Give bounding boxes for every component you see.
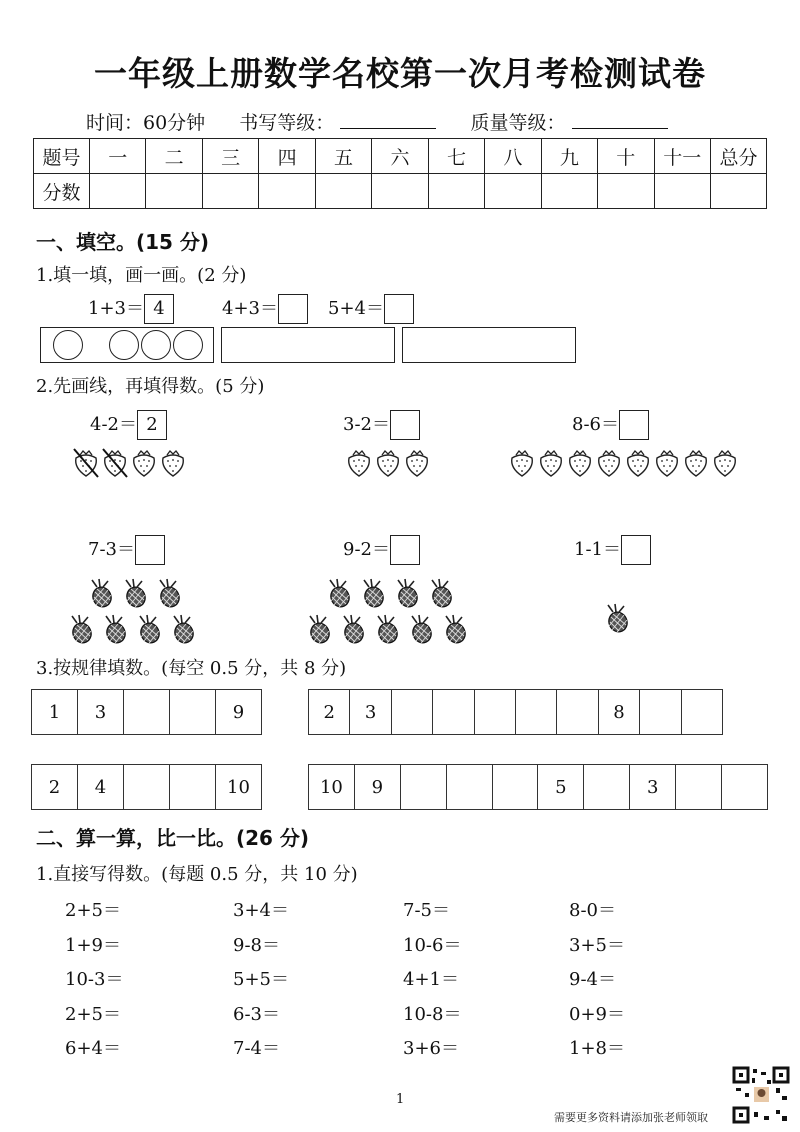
pineapple-icon <box>326 578 352 608</box>
sequence-cell[interactable] <box>492 765 538 810</box>
equation-text: 8-6＝ <box>572 414 619 435</box>
quality-grade-label: 质量等级： <box>470 112 566 134</box>
sequence-cell[interactable] <box>584 765 630 810</box>
sequence-cell[interactable]: 3 <box>350 690 391 735</box>
calc-problem[interactable]: 4+1＝ <box>403 969 459 990</box>
q2-title: 2.先画线，再填得数。(5 分) <box>36 376 265 397</box>
s2-q1-title: 1.直接写得数。(每题 0.5 分，共 10 分) <box>36 864 358 885</box>
pineapple-icon <box>68 614 94 644</box>
pineapple-icon <box>136 614 162 644</box>
sequence-cell[interactable] <box>446 765 492 810</box>
sequence-cell[interactable]: 9 <box>354 765 400 810</box>
pineapple-icon <box>122 578 148 608</box>
calc-problem[interactable]: 7-4＝ <box>233 1038 280 1059</box>
score-col: 总分 <box>711 139 767 174</box>
sequence-row <box>31 764 262 810</box>
qr-code-icon <box>732 1066 790 1124</box>
pineapple-icon <box>170 614 196 644</box>
equation-text: 1-1＝ <box>574 539 621 560</box>
footer-note: 需要更多资料请添加张老师领取 <box>554 1111 708 1124</box>
sequence-cell[interactable]: 10 <box>216 765 262 810</box>
sequence-row <box>308 764 768 810</box>
strawberry-icon <box>595 448 623 478</box>
calc-problem[interactable]: 9-4＝ <box>569 969 616 990</box>
answer-box[interactable]: 4 <box>144 294 174 324</box>
sequence-cell[interactable] <box>124 765 170 810</box>
strawberry-icon <box>130 448 158 478</box>
equation-text: 1+3＝ <box>88 298 144 319</box>
score-col: 四 <box>259 139 315 174</box>
pineapple-icon <box>360 578 386 608</box>
q2-equation <box>574 535 651 565</box>
calc-problem[interactable]: 3+5＝ <box>569 934 625 956</box>
strawberry-icon <box>566 448 594 478</box>
strawberry-icon <box>374 448 402 478</box>
calc-problem[interactable]: 9-8＝ <box>233 934 280 956</box>
q1-title: 1.填一填，画一画。(2 分) <box>36 265 247 286</box>
sequence-cell[interactable]: 3 <box>630 765 676 810</box>
sequence-cell[interactable]: 3 <box>78 690 124 735</box>
writing-grade-label: 书写等级： <box>239 112 335 134</box>
score-col: 一 <box>90 139 146 174</box>
sequence-cell[interactable]: 1 <box>32 690 78 735</box>
sequence-cell[interactable]: 5 <box>538 765 584 810</box>
score-col: 七 <box>428 139 484 174</box>
section2-title: 二、算一算，比一比。(26 分) <box>36 826 310 850</box>
strawberry-icon <box>345 448 373 478</box>
sequence-row <box>31 689 262 735</box>
sequence-cell[interactable] <box>170 690 216 735</box>
calc-problem[interactable]: 1+8＝ <box>569 1038 625 1059</box>
q3-title: 3.按规律填数。(每空 0.5 分，共 8 分) <box>36 658 347 679</box>
calc-problem[interactable]: 6+4＝ <box>65 1038 121 1059</box>
calc-problem[interactable]: 6-3＝ <box>233 1003 280 1025</box>
calc-problem[interactable]: 2+5＝ <box>65 1003 121 1025</box>
calc-problem[interactable]: 1+9＝ <box>65 934 121 956</box>
pineapple-icon <box>408 614 434 644</box>
calc-problem[interactable]: 10-3＝ <box>65 969 124 990</box>
strawberry-icon <box>403 448 431 478</box>
equation-text: 4+3＝ <box>222 298 278 319</box>
sequence-cell[interactable] <box>515 690 556 735</box>
score-col: 五 <box>315 139 371 174</box>
score-row-label: 分数 <box>34 174 90 209</box>
strawberry-icon <box>537 448 565 478</box>
pineapple-icon <box>604 603 630 633</box>
strawberry-icon <box>72 448 100 478</box>
calc-problem[interactable]: 10-6＝ <box>403 934 462 956</box>
score-col: 九 <box>541 139 597 174</box>
pineapple-icon <box>156 578 182 608</box>
strawberry-icon <box>711 448 739 478</box>
equation-text: 5+4＝ <box>328 298 384 319</box>
sequence-cell[interactable] <box>557 690 598 735</box>
strawberry-icon <box>101 448 129 478</box>
answer-box[interactable] <box>621 535 651 565</box>
pineapple-icon <box>88 578 114 608</box>
score-col: 十一 <box>654 139 710 174</box>
sequence-cell[interactable] <box>676 765 722 810</box>
pineapple-icon <box>428 578 454 608</box>
equation-text: 4-2＝ <box>90 414 137 435</box>
sequence-cell[interactable] <box>433 690 474 735</box>
sequence-cell[interactable] <box>640 690 681 735</box>
sequence-cell[interactable] <box>124 690 170 735</box>
sequence-cell[interactable]: 8 <box>598 690 639 735</box>
calc-problem[interactable]: 3+6＝ <box>403 1038 459 1059</box>
strawberry-icon <box>159 448 187 478</box>
pineapple-icon <box>102 614 128 644</box>
sequence-cell[interactable]: 9 <box>216 690 262 735</box>
score-col: 二 <box>146 139 202 174</box>
sequence-cell[interactable] <box>170 765 216 810</box>
equation-text: 7-3＝ <box>88 539 135 560</box>
score-col: 八 <box>485 139 541 174</box>
equation-text: 3-2＝ <box>343 414 390 435</box>
calc-problem[interactable]: 8-0＝ <box>569 900 616 921</box>
sequence-cell[interactable]: 10 <box>309 765 355 810</box>
pineapple-icon <box>442 614 468 644</box>
time-label: 时间：60分钟 <box>86 112 206 134</box>
calc-problem[interactable]: 2+5＝ <box>65 900 121 921</box>
pineapple-icon <box>394 578 420 608</box>
pineapple-icon <box>374 614 400 644</box>
score-col: 十 <box>598 139 654 174</box>
strawberry-icon <box>682 448 710 478</box>
strawberry-icon <box>624 448 652 478</box>
page-title: 一年级上册数学名校第一次月考检测试卷 <box>94 54 706 93</box>
section1-title: 一、填空。(15 分) <box>36 230 210 254</box>
sequence-cell[interactable]: 2 <box>309 690 350 735</box>
calc-problem[interactable]: 5+5＝ <box>233 969 289 990</box>
sequence-cell[interactable]: 4 <box>78 765 124 810</box>
sequence-cell[interactable]: 2 <box>32 765 78 810</box>
answer-box[interactable]: 2 <box>137 410 167 440</box>
calc-problem[interactable]: 3+4＝ <box>233 900 289 921</box>
equation-text: 9-2＝ <box>343 539 390 560</box>
pineapple-icon <box>306 614 332 644</box>
page-number: 1 <box>396 1092 405 1107</box>
sequence-cell[interactable] <box>722 765 768 810</box>
sequence-cell[interactable] <box>400 765 446 810</box>
calc-problem[interactable]: 7-5＝ <box>403 900 450 921</box>
strawberry-icon <box>508 448 536 478</box>
sequence-row <box>308 689 723 735</box>
calc-problem[interactable]: 0+9＝ <box>569 1003 625 1025</box>
score-col: 三 <box>202 139 258 174</box>
calc-problem[interactable]: 10-8＝ <box>403 1003 462 1025</box>
sequence-cell[interactable] <box>391 690 432 735</box>
score-header-label: 题号 <box>34 139 90 174</box>
answer-box[interactable] <box>135 535 165 565</box>
sequence-cell[interactable] <box>681 690 722 735</box>
score-col: 六 <box>372 139 428 174</box>
q2-equation <box>343 535 420 565</box>
sequence-cell[interactable] <box>474 690 515 735</box>
pineapple-icon <box>340 614 366 644</box>
strawberry-icon <box>653 448 681 478</box>
answer-box[interactable] <box>390 535 420 565</box>
q2-equation <box>88 535 165 565</box>
